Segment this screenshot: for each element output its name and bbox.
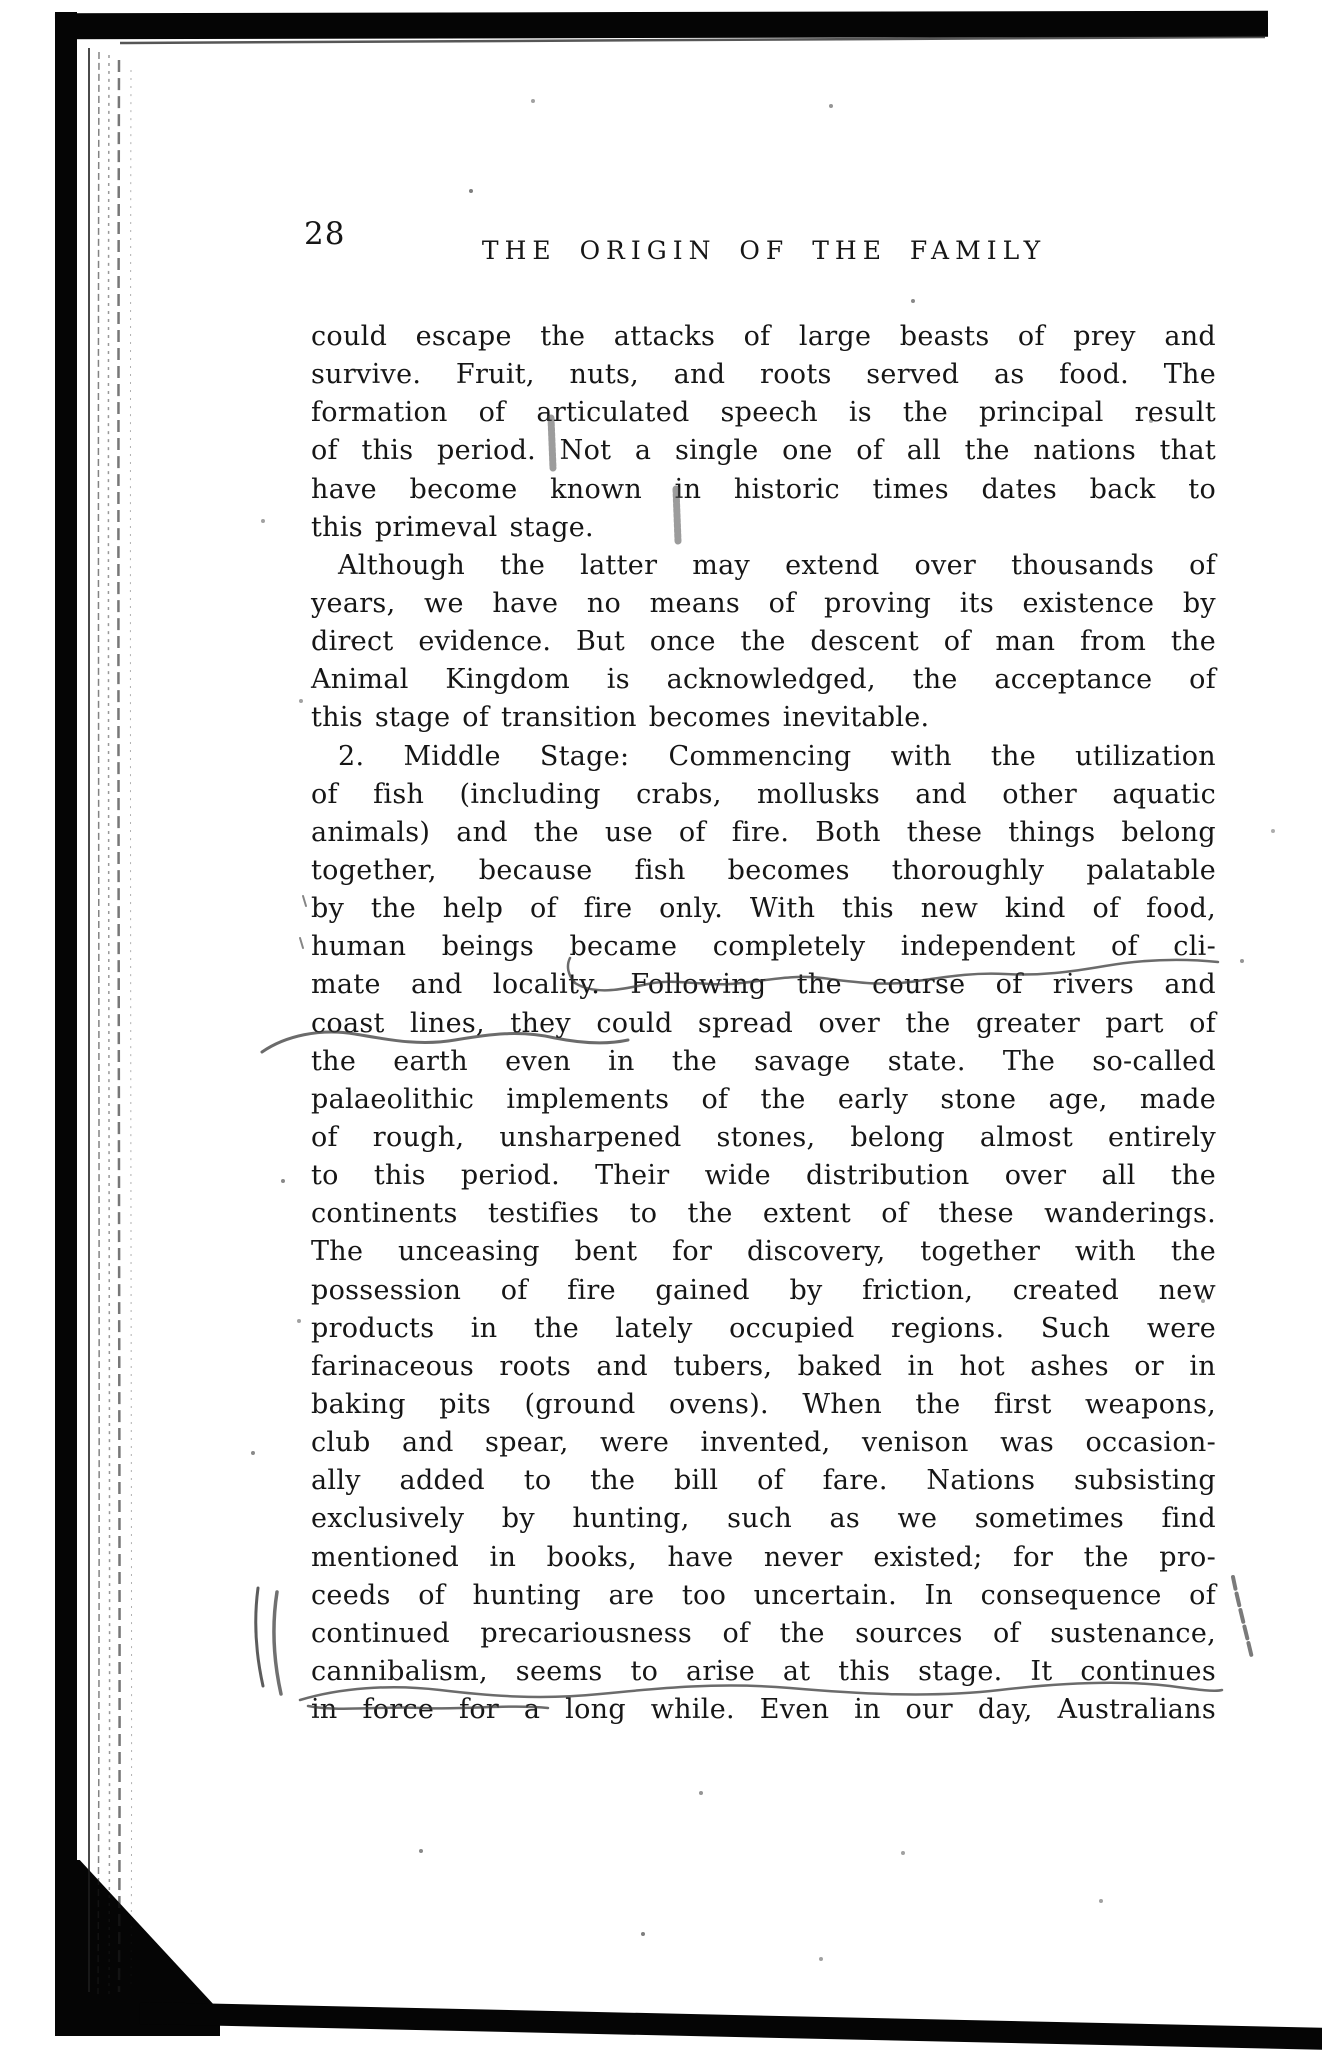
pencil-left-margin-stroke-2 [274, 1592, 281, 1694]
pencil-left-margin-stroke-1 [256, 1588, 263, 1686]
page-number: 28 [304, 216, 346, 252]
book-spine-left-band [55, 12, 77, 1884]
text-line: formation of articulated speech is the principal result [311, 397, 1216, 429]
text-line: products in the lately occupied regions. Such were [311, 1312, 1216, 1344]
text-line: of rough, unsharpened stones, belong almost entirely [311, 1121, 1216, 1153]
text-line: by the help of fire only. With this new kind of food, [311, 893, 1216, 925]
text-line: in force for a long while. Even in our day, Australians [311, 1694, 1216, 1726]
text-line: ceeds of hunting are too uncertain. In consequence of [311, 1579, 1216, 1611]
scan-edge-bottom-band [140, 2002, 1322, 2050]
text-line: this stage of transition becomes inevitable. [311, 702, 930, 734]
text-line: to this period. Their wide distribution over all the [311, 1160, 1216, 1192]
text-line: have become known in historic times dates back to [311, 473, 1216, 505]
body-text [311, 318, 1216, 1729]
text-line: possession of fire gained by friction, created new [311, 1274, 1216, 1306]
text-line: of this period. Not a single one of all the nations that [311, 435, 1216, 467]
text-line: survive. Fruit, nuts, and roots served as food. The [311, 359, 1216, 391]
text-line: continued precariousness of the sources of sustenance, [311, 1617, 1216, 1649]
text-line: 2. Middle Stage: Commencing with the utilization [338, 740, 1216, 772]
text-line: The unceasing bent for discovery, together with the [311, 1236, 1216, 1268]
running-header: THE ORIGIN OF THE FAMILY [481, 236, 1047, 265]
scan-edge-top-band [55, 11, 1268, 40]
pencil-tick-1 [303, 896, 306, 906]
text-line: together, because fish becomes thoroughly palatable [311, 854, 1216, 886]
pencil-tick-2 [300, 938, 303, 948]
text-line: direct evidence. But once the descent of man from the [311, 626, 1216, 658]
text-line: human beings became completely independent of cli- [311, 931, 1216, 963]
text-line: of fish (including crabs, mollusks and other aquatic [311, 778, 1216, 810]
text-line: coast lines, they could spread over the greater part of [311, 1007, 1216, 1039]
text-line: Animal Kingdom is acknowledged, the acceptance of [311, 664, 1216, 696]
text-line: Although the latter may extend over thousands of [338, 549, 1216, 581]
text-line: mentioned in books, have never existed; for the pro- [311, 1541, 1216, 1573]
text-line: club and spear, were invented, venison was occasion- [311, 1427, 1216, 1459]
text-line: the earth even in the savage state. The so-called [311, 1045, 1216, 1077]
text-line: mate and locality. Following the course of rivers and [311, 969, 1216, 1001]
text-line: years, we have no means of proving its existence by [311, 587, 1216, 619]
pencil-right-margin-stroke [1233, 1577, 1252, 1658]
text-line: ally added to the bill of fare. Nations subsisting [311, 1465, 1216, 1497]
text-line: palaeolithic implements of the early stone age, made [311, 1083, 1216, 1115]
text-line: baking pits (ground ovens). When the first weapons, [311, 1388, 1216, 1420]
scan-speckles [0, 0, 2, 2]
text-line: exclusively by hunting, such as we sometimes find [311, 1503, 1216, 1535]
text-line: continents testifies to the extent of these wanderings. [311, 1198, 1216, 1230]
text-line: could escape the attacks of large beasts of prey and [311, 321, 1216, 352]
text-line: cannibalism, seems to arise at this stage. It continues [311, 1655, 1216, 1687]
text-line: farinaceous roots and tubers, baked in hot ashes or in [311, 1350, 1216, 1382]
text-line: animals) and the use of fire. Both these things belong [311, 816, 1216, 848]
text-line: this primeval stage. [311, 511, 594, 543]
